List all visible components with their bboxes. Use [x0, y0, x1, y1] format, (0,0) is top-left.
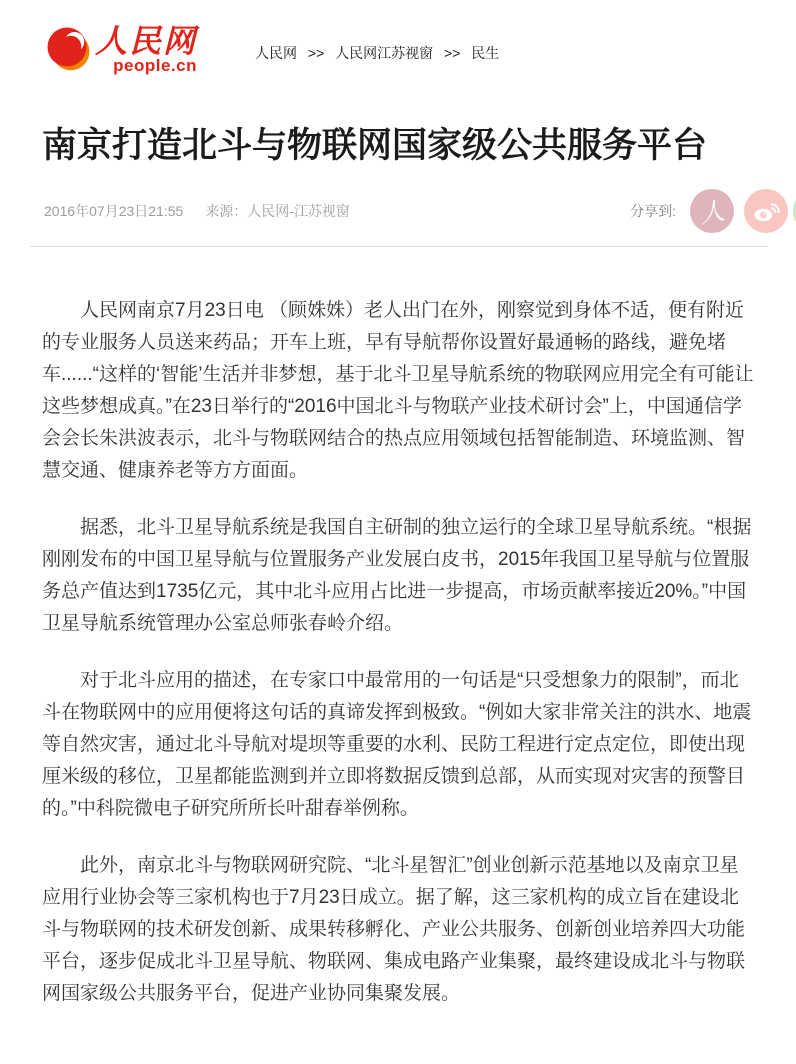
breadcrumb-separator: >>: [307, 45, 325, 61]
article-body: [0, 247, 796, 1064]
share-people-weibo-button[interactable]: [690, 189, 734, 233]
article-paragraph: 此外，南京北斗与物联网研究院、“北斗星智汇”创业创新示范基地以及南京卫星应用行业协会等三家机构也于7月23日成立。据了解，这三家机构的成立旨在建设北斗与物联网的技术研发创新、成果转移孵化、产业公共服务、创新创业培养四大功能平台，逐步促成北斗卫星导航、物联网、集成电路产业集聚，最终建设成北斗与物联网国家级公共服务平台，促进产业协同集聚发展。: [42, 855, 746, 1004]
article-paragraph: 人民网南京7月23日电 （顾姝姝）老人出门在外，刚察觉到身体不适，便有附近的专业服务人员送来药品；开车上班，早有导航帮你设置好最通畅的路线，避免堵车......“这样的‘智能’生活并非梦想，基于北斗卫星导航系统的物联网应用完全有可能让这些梦想成真。”在23日举行的“2016中国北斗与物联产业技术研讨会”上，中国通信学会会长朱洪波表示，北斗与物联网结合的热点应用领域包括智能制造、环境监测、智慧交通、健康养老等方方面面。: [42, 300, 754, 481]
sina-weibo-icon: [751, 196, 781, 226]
breadcrumb-item-home[interactable]: 人民网: [255, 45, 298, 61]
breadcrumb-item-minsheng[interactable]: 民生: [471, 45, 500, 61]
share-sina-weibo-button[interactable]: [744, 189, 788, 233]
logo-text: [95, 25, 197, 74]
article-paragraph: 据悉，北斗卫星导航系统是我国自主研制的独立运行的全球卫星导航系统。“根据刚刚发布的中国卫星导航与位置服务产业发展白皮书，2015年我国卫星导航与位置服务总产值达到1735亿元，其中北斗应用占比进一步提高，市场贡献率接近20%。”中国卫星导航系统管理办公室总师张春岭介绍。: [42, 517, 752, 634]
share-bar: [630, 189, 788, 233]
breadcrumb-separator: >>: [444, 45, 461, 61]
logo-domain: people.cn: [113, 56, 198, 75]
article-title: 南京打造北斗与物联网国家级公共服务平台: [42, 126, 708, 165]
logo-brand-name: 人民网: [95, 23, 198, 59]
article-paragraph: 对于北斗应用的描述，在专家口中最常用的一句话是“只受想象力的限制”，而北斗在物联网中的应用便将这句话的真谛发挥到极致。“例如大家非常关注的洪水、地震等自然灾害，通过北斗导航对堤坝等重要的水利、民防工程进行定点定位，即使出现厘米级的移位，卫星都能监测到并立即将数据反馈到总部，从而实现对灾害的预警目的。”中科院微电子研究所所长叶甜春举例称。: [42, 670, 752, 819]
article-meta: [44, 201, 350, 221]
share-label: 分享到:: [630, 203, 676, 219]
breadcrumb: [255, 25, 499, 63]
article-source: 来源：人民网-江苏视窗: [205, 203, 350, 219]
people-cn-logo[interactable]: [46, 25, 197, 74]
breadcrumb-item-jiangsu[interactable]: 人民网江苏视窗: [335, 45, 434, 61]
people-weibo-icon: 人: [697, 196, 728, 229]
people-cn-logo-ball-icon: [46, 26, 91, 71]
site-header: [0, 0, 796, 74]
article-meta-row: [44, 189, 788, 233]
publish-time: 2016年07月23日21:55: [44, 203, 184, 219]
